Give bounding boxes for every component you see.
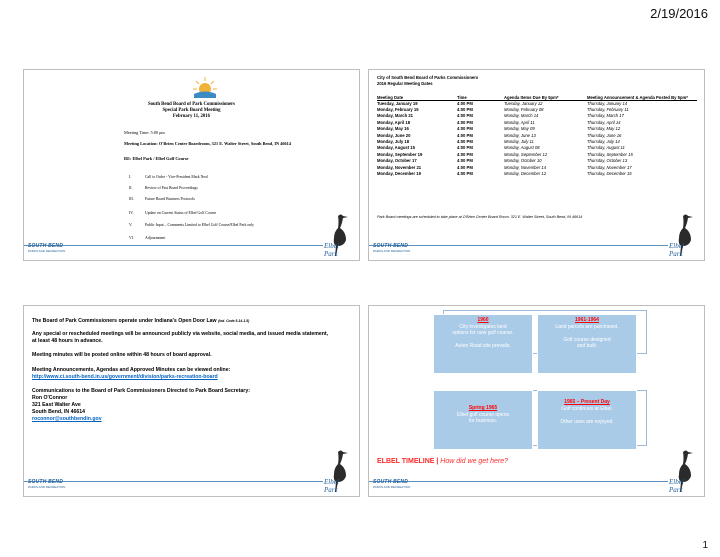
agenda-title [24, 102, 359, 120]
timeline-year: 1961-1964 [575, 317, 599, 323]
timeline-year: 1965 – Present Day [564, 399, 610, 405]
table-cell: 4:00 PM [457, 100, 473, 106]
table-cell: Thursday, February 11 [587, 106, 629, 112]
agenda-item: III. Future Board Business Protocols [129, 197, 195, 201]
timeline-year: 1960 [477, 317, 489, 323]
agenda-item: V. Public Input – Comments Limited to Elbel Golf Course/Elbel Park only [129, 223, 255, 227]
table-cell: Monday, August 15 [377, 145, 415, 151]
park-board-emblem-icon [192, 76, 218, 98]
table-cell: Thursday, December 15 [587, 170, 632, 176]
table-cell: 4:00 PM [457, 126, 473, 132]
table-cell: Thursday, November 17 [587, 164, 632, 170]
timeline-box-1960: 1960 City investigates land options for new golf course. Auten Road site prevails. [433, 314, 533, 374]
table-row [377, 100, 697, 107]
table-cell: Monday, September 12 [504, 151, 548, 157]
table-cell: 4:00 PM [457, 113, 473, 119]
meeting-re: RE: Elbel Park / Elbel Golf Course [124, 156, 189, 161]
meeting-dates-table [377, 94, 697, 177]
contact-city: South Bend, IN 46614 [32, 409, 86, 415]
slide-meeting-dates [368, 69, 705, 261]
meeting-location-note: Park Board meetings are scheduled to take place at O'Brien Center Board Room. 321 E. Walter Street, South Bend, IN 46614 [377, 215, 583, 219]
table-cell: Monday, July 11 [504, 138, 534, 144]
table-cell: Monday, May 16 [377, 126, 409, 132]
meeting-dates-heading-2: 2016 Regular Meeting Dates [377, 81, 433, 86]
slide-elbel-timeline [368, 305, 705, 497]
table-cell: Monday, December 12 [504, 170, 547, 176]
table-cell: Thursday, March 17 [587, 113, 624, 119]
table-cell: 4:00 PM [457, 138, 473, 144]
table-cell: Thursday, July 14 [587, 138, 620, 144]
law-citation: (Ind. Code 5-14-1.5) [218, 319, 250, 323]
agenda-title-line-3: February 11, 2016 [172, 114, 211, 119]
south-bend-parks-logo: SOUTH BEND PARKS AND RECREATION [28, 243, 66, 253]
south-bend-parks-logo: SOUTH BEND PARKS AND RECREATION [28, 479, 66, 489]
slide-meeting-agenda [23, 69, 360, 261]
page-number: 1 [702, 540, 708, 551]
meeting-dates-heading-1: City of South Bend Board of Parks Commissioners [377, 75, 479, 80]
agenda-item: VI. Adjournment [129, 236, 166, 240]
table-cell: 4:00 PM [457, 158, 473, 164]
table-cell: Monday, September 19 [377, 151, 423, 157]
agenda-item: IV. Update on Current Status of Elbel Golf Course [129, 211, 217, 215]
table-cell: Tuesday, January 12 [504, 100, 543, 106]
table-cell: 4:00 PM [457, 145, 473, 151]
contact-email-link[interactable]: roconnor@southbendin.gov [32, 416, 102, 422]
table-cell: 4:00 PM [457, 151, 473, 157]
online-viewing-note: Meeting Announcements, Agendas and Approved Minutes can be viewed online: [32, 367, 231, 373]
table-cell: Monday, March 14 [504, 113, 539, 119]
agenda-item: II. Review of Past Board Proceedings [129, 186, 198, 190]
table-cell: Monday, December 19 [377, 170, 421, 176]
table-cell: Monday, July 18 [377, 138, 410, 144]
contact-name: Ron O'Connor [32, 395, 68, 401]
column-header: Meeting Date [377, 94, 457, 100]
slide-open-door-law [23, 305, 360, 497]
column-header: Time [457, 94, 504, 100]
table-cell: Thursday, April 14 [587, 119, 621, 125]
elbel-park-logo: Elbel Park [669, 446, 701, 494]
table-cell: Monday, November 14 [504, 164, 547, 170]
table-cell: Monday, October 17 [377, 158, 417, 164]
south-bend-parks-logo: SOUTH BEND PARKS AND RECREATION [373, 479, 411, 489]
timeline-title: ELBEL TIMELINE | How did we get here? [377, 458, 508, 465]
table-cell: 4:00 PM [457, 106, 473, 112]
table-cell: Monday, June 13 [504, 132, 536, 138]
timeline-year: Spring 1965 [468, 405, 498, 411]
special-meetings-note: Any special or rescheduled meetings will be announced publicly via website, social media, and issued media statement, at least 48 hours in advance. [32, 331, 329, 344]
table-row [377, 171, 697, 177]
timeline-box-1961-1964: 1961-1964 Land parcels are purchased. Golf course designed and built. [537, 314, 637, 374]
table-cell: 4:00 PM [457, 170, 473, 176]
open-door-law-line: The Board of Park Commissioners operate under Indiana's Open Door Law (Ind. Code 5-14-1.5) [32, 318, 250, 324]
table-cell: Monday, November 21 [377, 164, 422, 170]
footer-divider [369, 481, 668, 482]
table-cell: Monday, April 18 [377, 119, 411, 125]
table-cell: Monday, March 21 [377, 113, 413, 119]
page-date: 2/19/2016 [650, 6, 708, 21]
column-header: Meeting Announcement & Agenda Posted By 5pm* [587, 94, 697, 100]
table-cell: Thursday, September 15 [587, 151, 633, 157]
table-cell: Thursday, October 13 [587, 158, 628, 164]
table-cell: Monday, April 11 [504, 119, 535, 125]
agenda-title-line-2: Special Park Board Meeting [162, 108, 221, 113]
table-cell: Monday, August 08 [504, 145, 540, 151]
timeline-box-1965-present: 1965 – Present Day Golf continues at Elbel. Other uses are enjoyed. [537, 390, 637, 450]
table-cell: Thursday, May 12 [587, 126, 621, 132]
table-cell: Monday, May 09 [504, 126, 535, 132]
elbel-park-logo: Elbel Park [669, 210, 701, 258]
footer-divider [24, 481, 323, 482]
communications-note: Communications to the Board of Park Commissioners Directed to Park Board Secretary: [32, 388, 250, 394]
meeting-time: Meeting Time: 5:00 pm [124, 130, 165, 135]
south-bend-parks-logo: SOUTH BEND PARKS AND RECREATION [373, 243, 411, 253]
table-cell: 4:00 PM [457, 119, 473, 125]
meeting-location: Meeting Location: O'Brien Center Boardroom, 321 E. Walter Street, South Bend, IN 46614 [124, 141, 291, 146]
agenda-item: I. Call to Order - Vice-President Mark Neal [129, 175, 208, 179]
table-cell: Monday, October 10 [504, 158, 542, 164]
table-cell: 4:00 PM [457, 164, 473, 170]
table-cell: Thursday, August 11 [587, 145, 625, 151]
column-header: Agenda Items Due By 5pm* [504, 94, 587, 100]
table-cell: Thursday, June 16 [587, 132, 622, 138]
timeline-box-spring-1965: Spring 1965 Elbel golf course opens for business. [433, 390, 533, 450]
minutes-note: Meeting minutes will be posted online within 48 hours of board approval. [32, 352, 212, 358]
table-cell: Monday, February 08 [504, 106, 544, 112]
elbel-park-logo: Elbel Park [324, 210, 356, 258]
table-cell: 4:00 PM [457, 132, 473, 138]
elbel-park-logo: Elbel Park [324, 446, 356, 494]
contact-street: 321 East Walter Ave [32, 402, 81, 408]
park-board-link[interactable]: http://www.ci.south-bend.in.us/government/division/parks-recreation-board [32, 374, 218, 380]
table-cell: Thursday, January 14 [587, 100, 628, 106]
footer-divider [24, 245, 323, 246]
table-cell: Monday, June 20 [377, 132, 411, 138]
meeting-dates-heading [377, 75, 478, 87]
table-cell: Monday, February 15 [377, 106, 419, 112]
table-cell: Tuesday, January 19 [377, 100, 418, 106]
footer-divider [369, 245, 668, 246]
agenda-title-line-1: South Bend Board of Park Commissioners [147, 102, 236, 107]
